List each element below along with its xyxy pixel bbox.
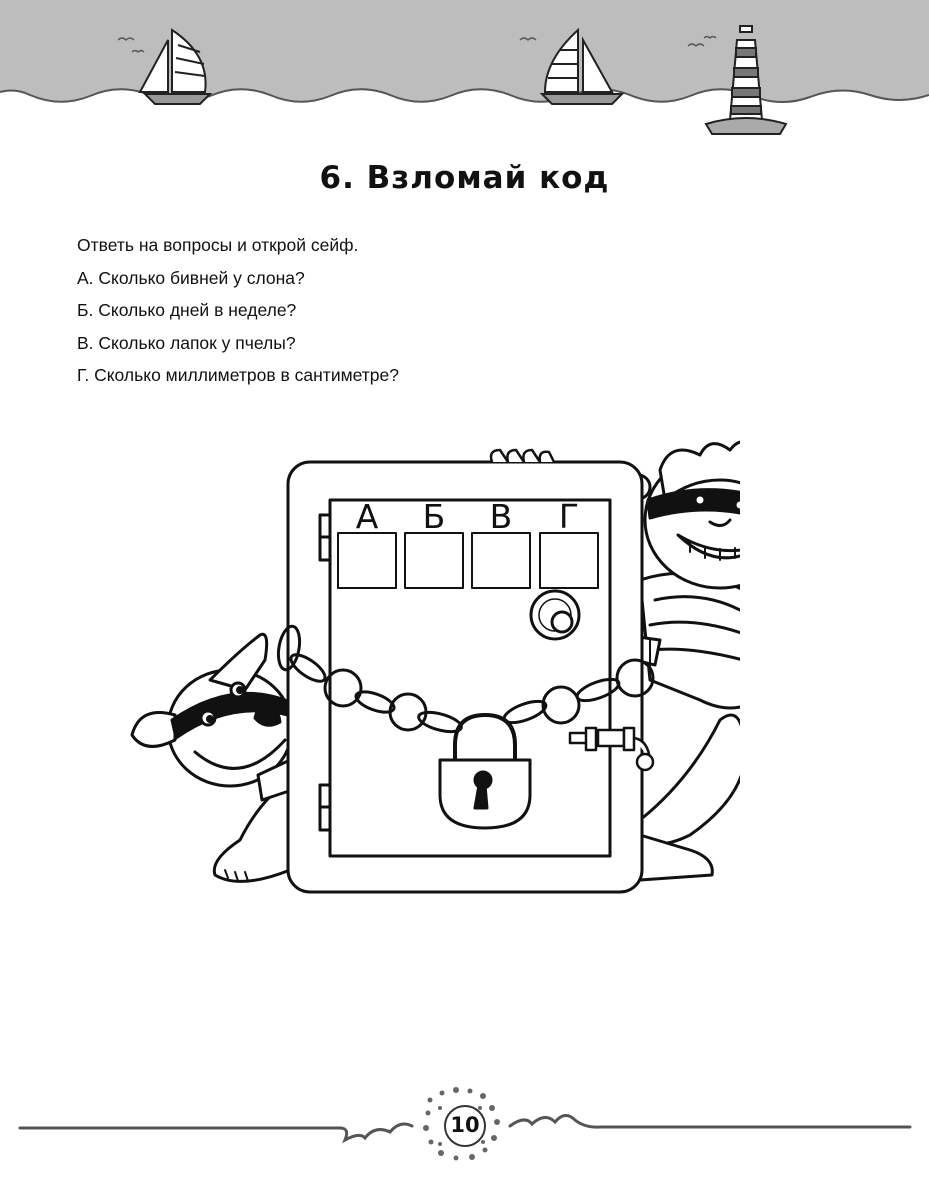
safe-illustration [120, 430, 740, 910]
page-number: 10 [450, 1113, 480, 1137]
code-slot-b[interactable] [405, 533, 463, 588]
code-slot-d[interactable] [540, 533, 598, 588]
safe-body [288, 462, 642, 892]
slot-letter-a: А [355, 497, 379, 536]
intro-text: Ответь на вопросы и открой сейф. [77, 235, 359, 255]
slot-letter-d: Г [558, 497, 580, 536]
dog-illustration [132, 634, 292, 881]
questions-block [77, 229, 399, 392]
dial-icon[interactable] [531, 591, 579, 639]
question-d: Г. Сколько миллиметров в сантиметре? [77, 365, 399, 385]
slot-letter-b: Б [422, 497, 446, 536]
question-c: В. Сколько лапок у пчелы? [77, 332, 296, 353]
code-slot-a[interactable] [338, 533, 396, 588]
question-a: А. Сколько бивней у слона? [77, 267, 305, 288]
code-slot-c[interactable] [472, 533, 530, 588]
slot-letter-c: В [489, 497, 513, 536]
question-b: Б. Сколько дней в неделе? [77, 300, 297, 320]
page-title: 6. Взломай код [319, 160, 610, 196]
header-sea-band [0, 0, 929, 150]
